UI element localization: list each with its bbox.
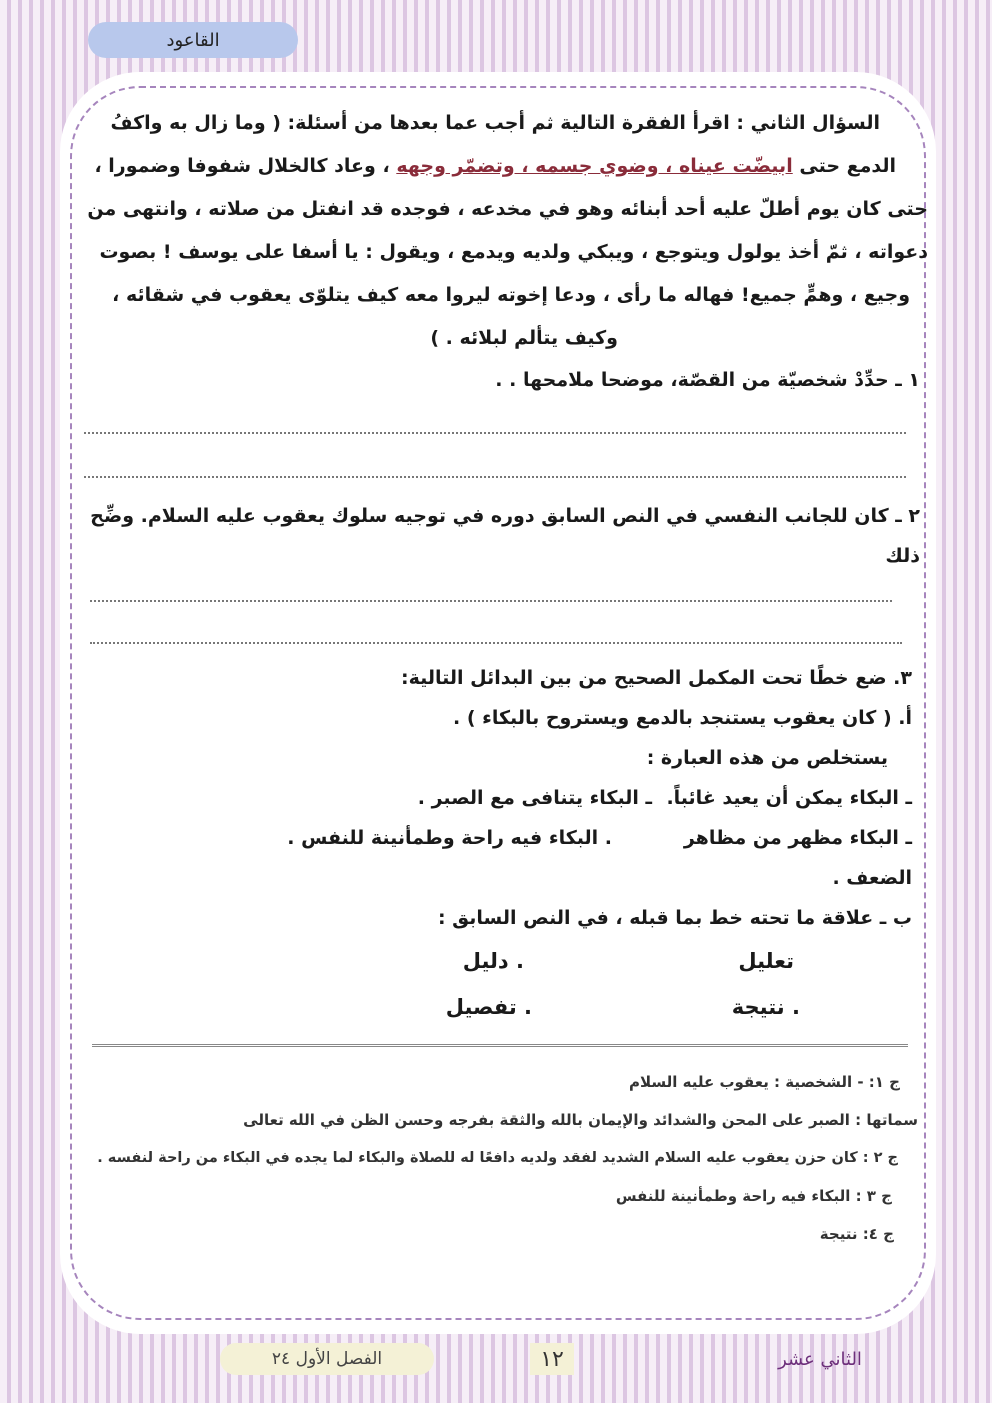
choices-row-2	[86, 984, 904, 1030]
options-row-2	[86, 818, 912, 898]
passage-line-4: دعواته ، ثمّ أخذ يولول ويتوجع ، ويبكي ولديه ويدمع ، ويقول : يا أسفا على يوسف ! بصوت	[99, 241, 928, 263]
passage-line-3: حتى كان يوم أطلّ عليه أحد أبنائه وهو في مخدعه ، فوجده قد انفتل من صلاته ، وانتهى من	[87, 198, 928, 220]
page-number	[530, 1343, 574, 1375]
passage-body	[76, 188, 928, 360]
answer-1: ج ١: - الشخصية : يعقوب عليه السلام	[629, 1073, 900, 1091]
passage-line-2-pre: الدمع حتى	[799, 155, 896, 177]
passage-line-5: وجيع ، وهمٍّ جميع! فهاله ما رأى ، ودعا إخوته ليروا معه كيف يتلوّى يعقوب في شقائه ،	[112, 284, 910, 306]
choice-3[interactable]: . نتيجة	[731, 995, 800, 1019]
question-3a: أ. ( كان يعقوب يستنجد بالدمع ويستروح بالبكاء ) .	[453, 707, 912, 729]
footer-grade-label: الثاني عشر	[778, 1348, 862, 1370]
options-row-1	[86, 778, 912, 818]
option-2[interactable]: ـ البكاء يتنافى مع الصبر .	[417, 787, 652, 809]
choice-1[interactable]: تعليل	[738, 949, 794, 973]
option-3[interactable]: ـ البكاء مظهر من مظاهر الضعف .	[683, 827, 912, 889]
underlined-phrase: ابيضّت عيناه ، وضوي جسمه ، وتضمّر وجهه	[396, 155, 793, 177]
footer-term	[220, 1343, 434, 1375]
option-4[interactable]: . البكاء فيه راحة وطمأنينة للنفس .	[287, 827, 612, 849]
choice-2[interactable]: . دليل	[462, 949, 524, 973]
passage-line-2	[86, 145, 896, 188]
footer-term-label: الفصل الأول ٢٤	[271, 1349, 383, 1369]
choice-4[interactable]: . تفصيل	[445, 995, 532, 1019]
content-area	[86, 102, 928, 1253]
passage	[86, 102, 904, 188]
option-1[interactable]: ـ البكاء يمكن أن يعيد غائباً.	[666, 787, 912, 809]
answer-3: ج ٣ : البكاء فيه راحة وطمأنينة للنفس	[615, 1187, 892, 1205]
answer-4: ج ٤: نتيجة	[819, 1225, 894, 1243]
passage-intro: السؤال الثاني : اقرأ الفقرة التالية ثم أجب عما بعدها من أسئلة: ( وما زال به واكفُ	[110, 112, 880, 134]
header-title: القاعود	[166, 29, 220, 51]
question-3b: ب ـ علاقة ما تحته خط بما قبله ، في النص السابق :	[437, 907, 912, 929]
header-tab	[88, 22, 298, 58]
question-3a-sub: يستخلص من هذه العبارة :	[646, 747, 888, 769]
question-3-title: ٣. ضع خطًا تحت المكمل الصحيح من بين البدائل التالية:	[401, 667, 912, 689]
answer-1-traits: سماتها : الصبر على المحن والشدائد والإيمان بالله والثقة بفرجه وحسن الظن في الله تعالى	[243, 1111, 918, 1129]
footer-grade	[770, 1343, 870, 1375]
question-1: ١ ـ حدِّدْ شخصيّة من القصّة، موضحا ملامحها . .	[495, 369, 920, 391]
passage-line-2-post: ، وعاد كالخلال شفوفا وضمورا ،	[94, 155, 390, 177]
passage-line-6: وكيف يتألم لبلائه . )	[430, 327, 618, 349]
question-2: ٢ ـ كان للجانب النفسي في النص السابق دوره في توجيه سلوك يعقوب عليه السلام. وضِّح ذلك	[90, 505, 920, 567]
answer-2: ج ٢ : كان حزن يعقوب عليه السلام الشديد لفقد ولديه دافعًا له للصلاة والبكاء لما يجده في البكاء من راحة لنفسه .	[97, 1150, 898, 1166]
page-number-label: ١٢	[540, 1346, 564, 1372]
choices-row-1	[86, 938, 904, 984]
